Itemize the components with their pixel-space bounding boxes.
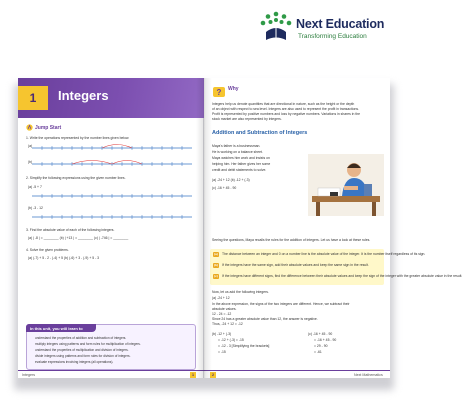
story-problem: (a) -24 + 12 (b) -12 + (-3): [212, 178, 250, 182]
why-text-line: Profit is represented by positive numbers and loss by negative numbers. Variations in shares in the: [212, 112, 361, 116]
question-2a: (a) -5 + 7: [28, 185, 42, 189]
worked-example-line: Now, let us add the following integers.: [212, 290, 269, 294]
rule-tag: (c): [214, 274, 218, 278]
story-line: credit and debit statements to solve.: [212, 168, 267, 172]
worked-example-b: = -12 + (-3) = -15: [218, 338, 244, 342]
father-at-desk-illustration: [308, 154, 384, 216]
why-text-line: of an object with respect to sea level. Integers are also used to represent the profit in transactions.: [212, 107, 360, 111]
worked-example-c: (c) -16 + 45 - 90: [308, 332, 333, 336]
worked-example-c: = 29 - 90: [314, 344, 328, 348]
right-footer-label: Next Mathematics: [354, 373, 383, 377]
question-1: 1. Write the operations represented by the number lines given below.: [26, 136, 130, 140]
intro-line: Seeing the questions, Maya recalls the rules for the addition of integers. Let us have a look at these rules.: [212, 238, 371, 242]
objective-item: understand the properties of addition and subtraction of integers.: [35, 336, 127, 340]
worked-example-line: In the above expression, the signs of the two integers are different. Hence, we subtract their: [212, 302, 350, 306]
left-page-footer: [18, 370, 204, 378]
story-line: Maya watches him work and insists on: [212, 156, 270, 160]
question-4-items: (a) (-7) + 5 - 2 - (-4) + 5 (b) (-6) + 3 - (-9) + 5 - 3: [28, 256, 100, 260]
rules-box: [210, 249, 462, 285]
jump-start-heading: Jump Start: [35, 125, 62, 131]
worked-example-c: = -16 + 45 - 90: [314, 338, 337, 342]
left-page: [18, 78, 204, 378]
question-1b-label: (b): [28, 160, 33, 164]
rule-tag: (b): [214, 263, 218, 267]
question-4: 4. Solve the given problems.: [26, 248, 69, 252]
brand-logo: [258, 8, 388, 48]
objective-item: divide integers using patterns and form rules for division of integers.: [35, 354, 131, 358]
right-page-footer: [204, 370, 390, 378]
chapter-number: 1: [29, 91, 37, 105]
number-line-1b: [32, 158, 192, 168]
worked-example-line: (a) -24 + 12: [212, 296, 230, 300]
learning-objectives-heading: In this unit, you will learn to: [26, 324, 96, 332]
story-line: He is working on a balance sheet.: [212, 150, 263, 154]
svg-text:?: ?: [216, 88, 222, 97]
brand-tagline: Transforming Education: [298, 33, 367, 40]
rule-text: If the integers have different signs, find the difference between their absolute values and keep the sign of the integer with the greater absolute value in the result.: [222, 274, 462, 278]
number-line-2b: [32, 212, 192, 222]
worked-example-c: = -61: [314, 350, 322, 354]
question-3-items: (a) | -8 | = ________ (b) | +13 | = ________ (c) | -746 | = ________: [28, 236, 129, 240]
learning-objectives-box: [26, 324, 196, 370]
left-page-number: 1: [192, 373, 194, 377]
question-2: 2. Simplify the following expressions using the given number lines.: [26, 176, 126, 180]
objective-item: understand the properties of multiplication and division of integers.: [35, 348, 129, 352]
right-page-number: 2: [212, 373, 214, 377]
jump-start-icon: [26, 124, 33, 131]
why-icon: [212, 86, 226, 98]
worked-example-line: absolute values.: [212, 307, 237, 311]
story-line: Maya's father is a businessman.: [212, 144, 261, 148]
right-page: [204, 78, 462, 378]
why-heading: Why: [228, 86, 239, 92]
brand-name: Next Education: [296, 17, 385, 31]
chapter-number-box: [18, 86, 48, 110]
question-2b: (b) -3 - 12: [28, 206, 43, 210]
worked-example-b: (b) -12 + (-3): [212, 332, 232, 336]
story-line: helping him. Her father gives her some: [212, 162, 271, 166]
rule-tag: (a): [214, 252, 218, 256]
section-title: Addition and Subtraction of Integers: [212, 130, 308, 136]
number-line-1a: [32, 142, 192, 152]
objective-item: evaluate expressions involving integers (all operations).: [35, 360, 114, 364]
chapter-title: Integers: [58, 88, 109, 103]
worked-example-b: = -12 - 3 [Simplifying the brackets]: [218, 344, 270, 348]
question-3: 3. Find the absolute value of each of the following integers.: [26, 228, 115, 232]
worked-example-line: Thus, -24 + 12 = -12: [212, 322, 243, 326]
rule-text: If the integers have the same sign, add their absolute values and keep the same sign in the result.: [222, 263, 369, 267]
story-problem: (c) -16 + 45 - 90: [212, 186, 237, 190]
objective-item: multiply integers using patterns and form rules for multiplication of integers.: [35, 342, 141, 346]
worked-example-line: Since 24 has a greater absolute value than 12, the answer is negative.: [212, 317, 318, 321]
worked-example-line: 12 - 24 = -12: [212, 312, 232, 316]
why-text-line: Integers help us denote quantities that are directional in nature, such as the height or the depth: [212, 102, 355, 106]
why-text-line: stock market are also represented by integers.: [212, 117, 282, 121]
brand-mark-icon: [258, 10, 294, 46]
number-line-2a: [32, 191, 192, 201]
worked-example-b: = -15: [218, 350, 226, 354]
chapter-banner: [18, 78, 204, 118]
question-1a-label: (a): [28, 144, 33, 148]
open-textbook: [10, 78, 462, 390]
left-footer-label: Integers: [22, 373, 35, 377]
rule-text: The distance between an integer and 0 on a number line is the absolute value of the integer. It is the number itself regardless of its sign.: [222, 252, 426, 256]
